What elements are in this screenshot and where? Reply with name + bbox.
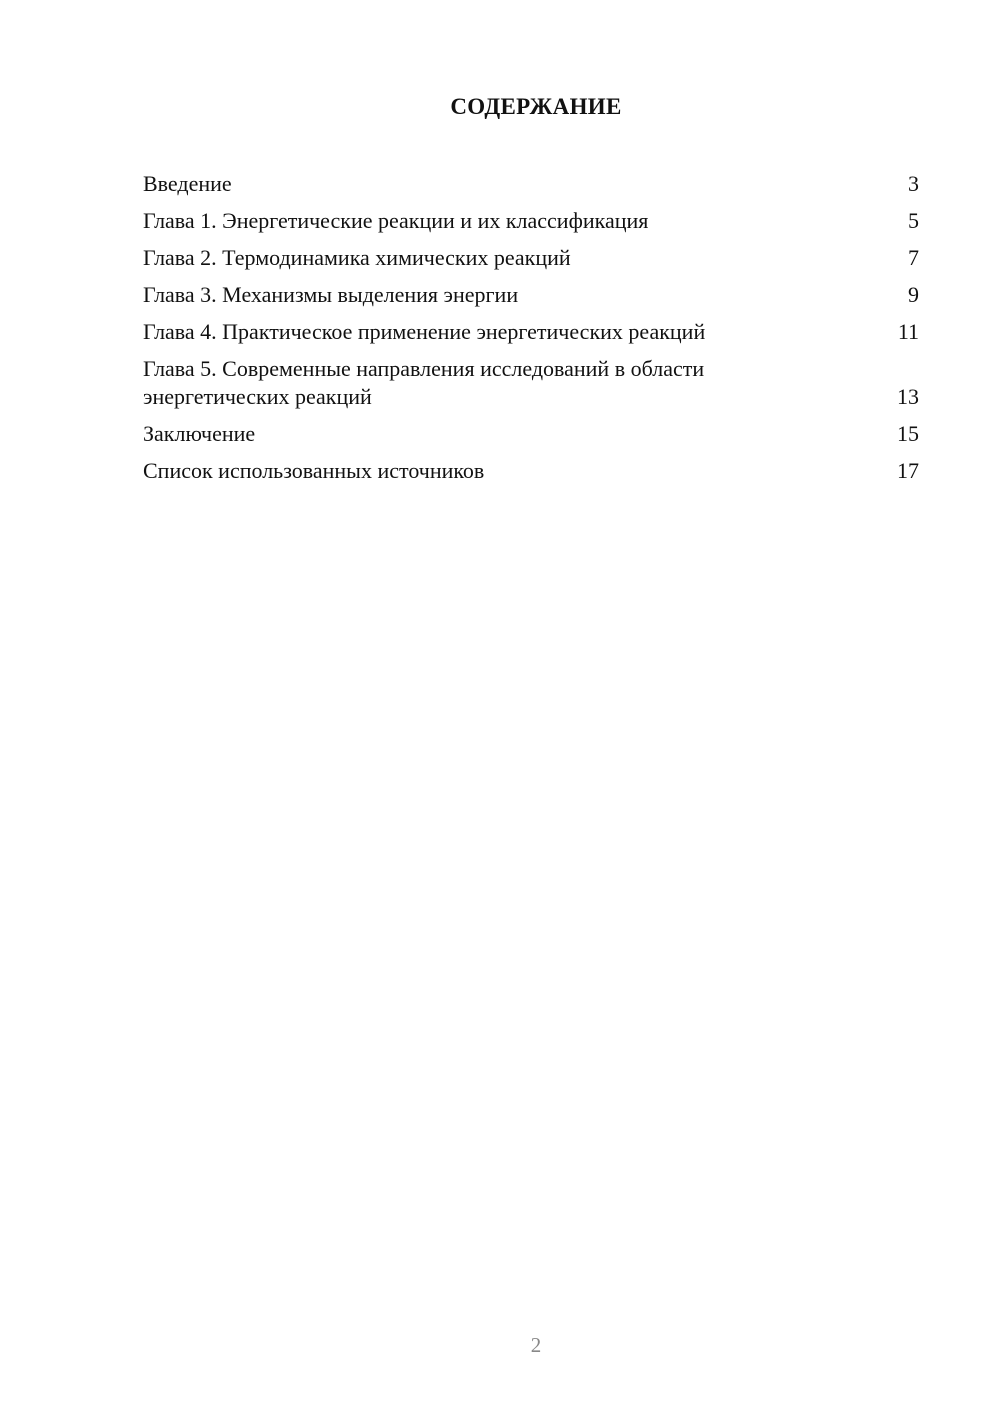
- toc-entry-chapter-5[interactable]: [143, 355, 919, 411]
- toc-entry-references[interactable]: [143, 457, 919, 485]
- toc-entry-label: Список использованных источников: [143, 458, 485, 483]
- toc-entry-page: 3: [908, 171, 919, 196]
- toc-entry-page: 7: [908, 245, 919, 270]
- page-number: 2: [530, 1333, 542, 1357]
- toc-entry-page: 9: [908, 282, 919, 307]
- toc-entry-conclusion[interactable]: [143, 420, 919, 448]
- toc-entry-label: Заключение: [143, 421, 256, 446]
- toc-entry-label: Глава 3. Механизмы выделения энергии: [143, 282, 519, 307]
- table-of-contents: [143, 170, 919, 494]
- toc-entry-label: Глава 2. Термодинамика химических реакций: [143, 245, 571, 270]
- toc-entry-chapter-3[interactable]: [143, 281, 919, 309]
- toc-entry-page: 17: [897, 458, 919, 483]
- toc-entry-chapter-2[interactable]: [143, 244, 919, 272]
- toc-entry-page: 13: [897, 384, 919, 409]
- toc-entry-label: Введение: [143, 171, 232, 196]
- toc-entry-introduction[interactable]: [143, 170, 919, 198]
- toc-entry-label: Глава 5. Современные направления исследований в области энергетических реакций: [143, 356, 705, 409]
- toc-entry-page: 11: [897, 319, 919, 344]
- toc-entry-page: 5: [908, 208, 919, 233]
- toc-entry-chapter-1[interactable]: [143, 207, 919, 235]
- toc-entry-label: Глава 1. Энергетические реакции и их классификация: [143, 208, 649, 233]
- toc-entry-label: Глава 4. Практическое применение энергетических реакций: [143, 319, 706, 344]
- toc-title: СОДЕРЖАНИЕ: [450, 94, 622, 119]
- toc-entry-chapter-4[interactable]: [143, 318, 919, 346]
- toc-entry-page: 15: [897, 421, 919, 446]
